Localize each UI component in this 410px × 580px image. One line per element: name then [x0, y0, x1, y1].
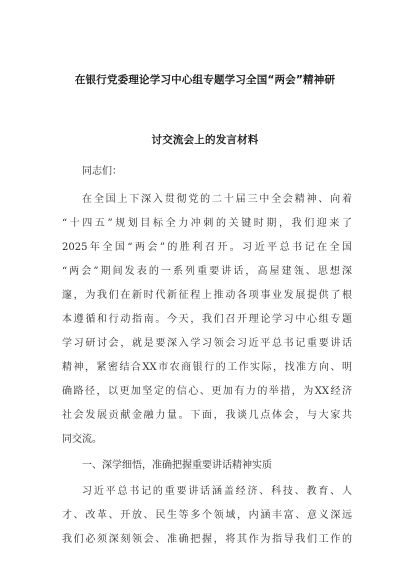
- document-title-line-1: 在银行党委理论学习中心组专题学习全国“两会”精神研: [74, 74, 336, 86]
- paragraph-1-line-11: 同交流。: [62, 434, 102, 445]
- paragraph-2-line-1: 习近平总书记的重要讲话涵盖经济、科技、教育、人: [82, 486, 352, 497]
- paragraph-1-line-8: 精神，紧密结合XX市农商银行的工作实际，找准方向、明: [62, 362, 352, 373]
- paragraph-1-line-1: 在全国上下深入贯彻党的二十届三中全会精神、向着: [82, 194, 352, 205]
- paragraph-1-line-9: 确路径，以更加坚定的信心、更加有力的举措，为XX经济: [62, 386, 352, 397]
- paragraph-1-line-6: 本遵循和行动指南。今天，我们召开理论学习中心组专题: [62, 314, 352, 325]
- paragraph-1-line-5: 邃，为我们在新时代新征程上推动各项事业发展提供了根: [62, 290, 352, 301]
- paragraph-1-line-10: 社会发展贡献金融力量。下面，我谈几点体会，与大家共: [62, 410, 352, 421]
- greeting: 同志们：: [82, 166, 122, 177]
- paragraph-1-line-3: 2025年全国“两会”的胜利召开。习近平总书记在全国: [62, 242, 352, 253]
- paragraph-2-line-3: 我们必须深刻领会、准确把握，将其作为指导我们工作的: [62, 534, 352, 545]
- document-title-line-2: 讨交流会上的发言材料: [151, 134, 259, 146]
- paragraph-2-line-2: 才、改革、开放、民生等多个领域，内涵丰富、意义深远: [62, 510, 352, 521]
- section-heading-1: 一、深学细悟，准确把握重要讲话精神实质: [82, 460, 272, 471]
- paragraph-1-line-2: “十四五”规划目标全力冲刺的关键时期，我们迎来了: [62, 218, 352, 229]
- paragraph-1-line-4: “两会”期间发表的一系列重要讲话，高屋建瓴、思想深: [62, 266, 352, 277]
- paragraph-1-line-7: 学习研讨会，就是要深入学习领会习近平总书记重要讲话: [62, 338, 352, 349]
